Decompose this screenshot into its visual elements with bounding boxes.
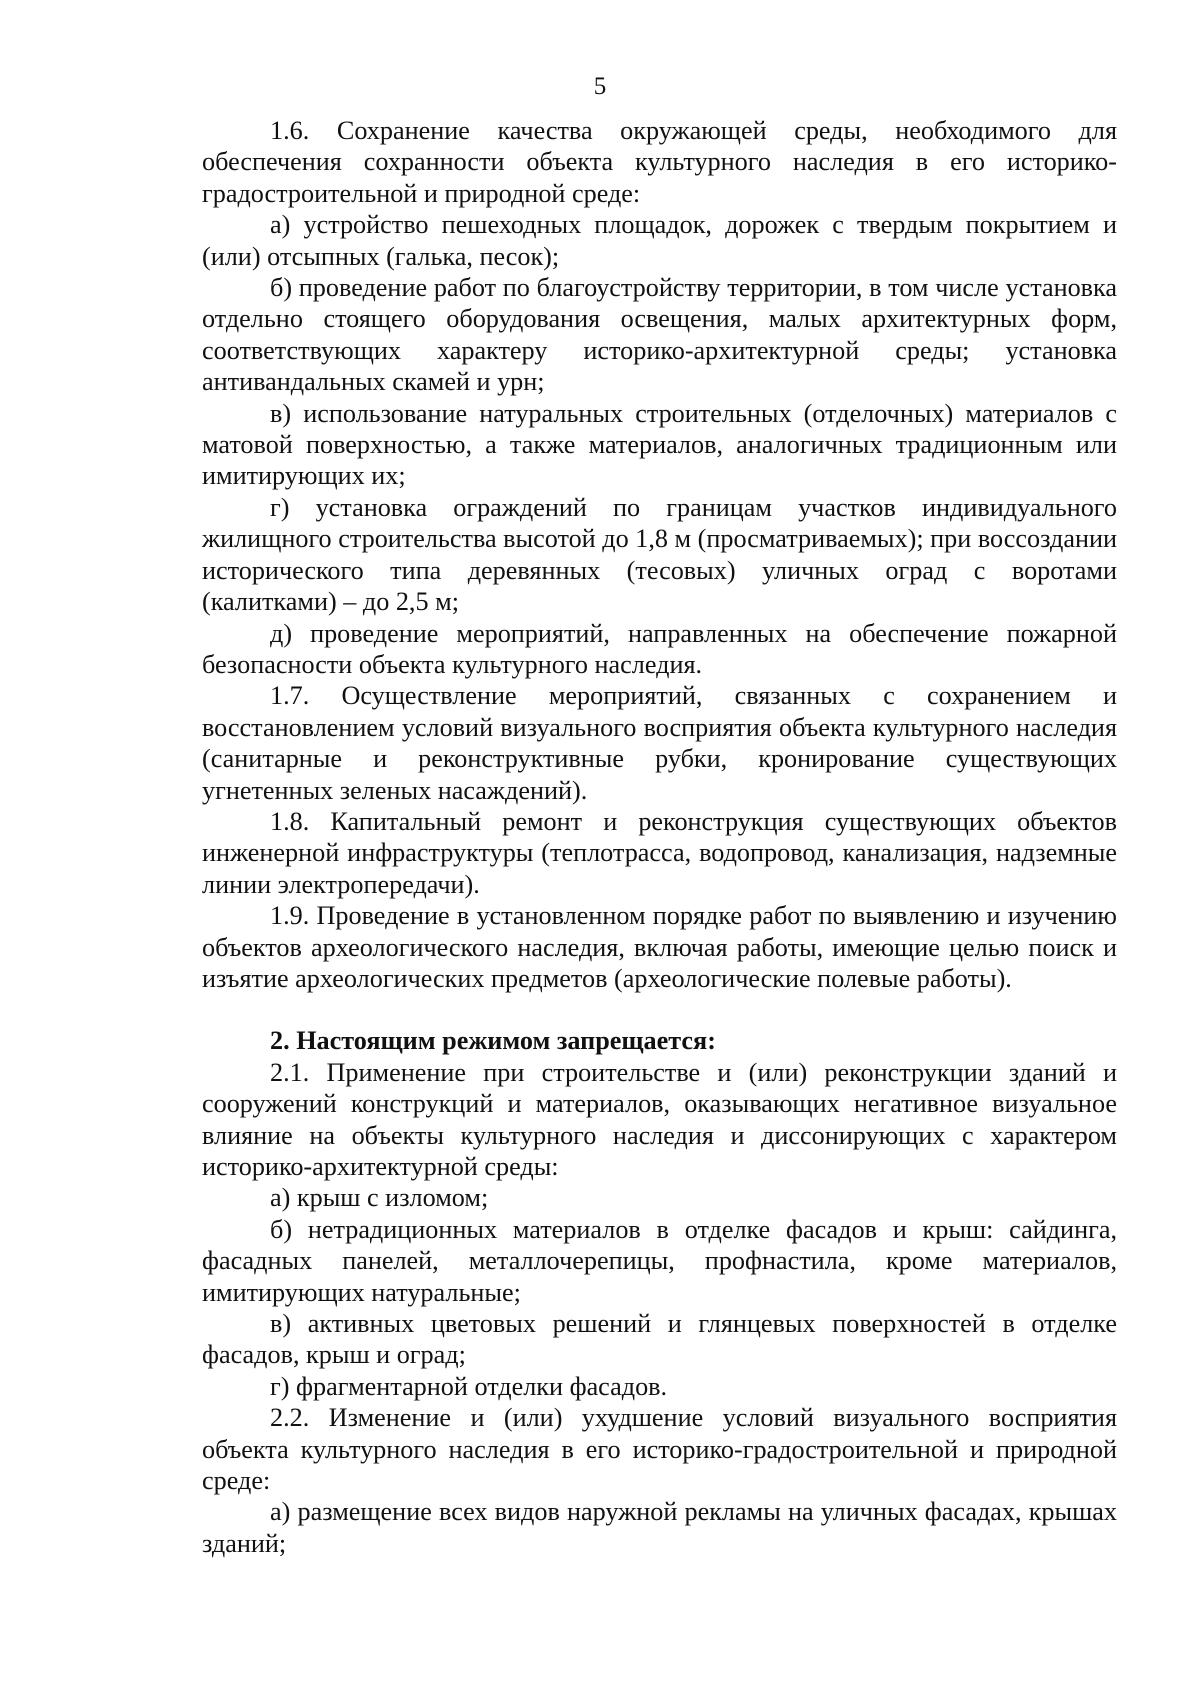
paragraph-1-7: 1.7. Осуществление мероприятий, связанных с сохранением и восстановлением условий визуального восприятия объекта культурного наследия (санитарные и реконструктивные рубки, кронирование существующих угнетенных зеленых насаждений). xyxy=(202,681,1117,805)
page-number: 5 xyxy=(593,73,607,100)
paragraph-1-6-v: в) использование натуральных строительных (отделочных) материалов с матовой поверхностью, а также материалов, аналогичных традиционным или имитирующих их; xyxy=(202,398,1117,491)
paragraph-1-8: 1.8. Капитальный ремонт и реконструкция существующих объектов инженерной инфраструктуры (теплотрасса, водопровод, канализация, надземные линии электропередачи). xyxy=(202,806,1117,899)
paragraph-1-6-d: д) проведение мероприятий, направленных на обеспечение пожарной безопасности объекта культурного наследия. xyxy=(202,618,1117,679)
paragraph-2-1-a: а) крыш с изломом; xyxy=(270,1183,489,1213)
paragraph-2-1-g: г) фрагментарной отделки фасадов. xyxy=(270,1371,668,1401)
paragraph-2-2-a: а) размещение всех видов наружной рекламы на уличных фасадах, крышах зданий; xyxy=(202,1497,1117,1558)
paragraph-2-1-b: б) нетрадиционных материалов в отделке фасадов и крыш: сайдинга, фасадных панелей, металлочерепицы, профнастила, кроме материалов, имитирующих натуральные; xyxy=(202,1214,1117,1307)
document-body xyxy=(202,115,1117,1559)
paragraph-1-6-g: г) установка ограждений по границам участков индивидуального жилищного строительства высотой до 1,8 м (просматриваемых); при воссоздании исторического типа деревянных (тесовых) уличных оград с воротами (калитками) – до 2,5 м; xyxy=(202,492,1117,617)
paragraph-1-6-b: б) проведение работ по благоустройству территории, в том числе установка отдельно стоящего оборудования освещения, малых архитектурных форм, соответствующих характеру историко-архитектурной среды; установка антивандальных скамей и урн; xyxy=(202,273,1117,397)
paragraph-2-2: 2.2. Изменение и (или) ухудшение условий визуального восприятия объекта культурного наследия в его историко-градостроительной и природной среде: xyxy=(202,1403,1117,1496)
paragraph-1-9: 1.9. Проведение в установленном порядке работ по выявлению и изучению объектов археологического наследия, включая работы, имеющие целью поиск и изъятие археологических предметов (археологические полевые работы). xyxy=(202,901,1117,993)
paragraph-1-6: 1.6. Сохранение качества окружающей среды, необходимого для обеспечения сохранности объекта культурного наследия в его историко-градостроительной и природной среде: xyxy=(202,116,1117,208)
section-2-heading: 2. Настоящим режимом запрещается: xyxy=(270,1026,716,1056)
paragraph-1-6-a: а) устройство пешеходных площадок, дорожек с твердым покрытием и (или) отсыпных (галька, песок); xyxy=(202,210,1117,271)
paragraph-2-1: 2.1. Применение при строительстве и (или) реконструкции зданий и сооружений конструкций и материалов, оказывающих негативное визуальное влияние на объекты культурного наследия и диссонирующих с характером историко-архитектурной среды: xyxy=(202,1057,1117,1181)
paragraph-2-1-v: в) активных цветовых решений и глянцевых поверхностей в отделке фасадов, крыш и оград; xyxy=(202,1309,1117,1370)
